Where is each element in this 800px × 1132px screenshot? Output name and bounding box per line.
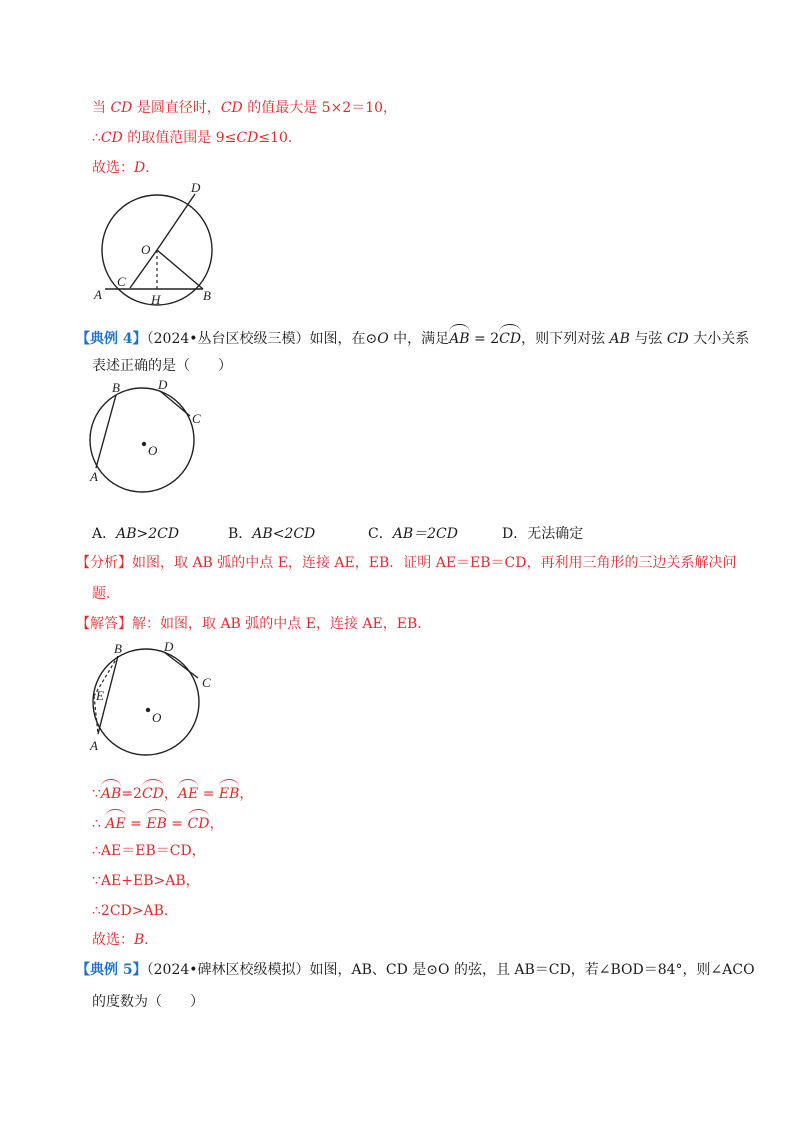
fig3-label-o: O (152, 710, 162, 725)
fig2-chord-cd (160, 391, 190, 416)
example-4-line-2: 表述正确的是（ ） (92, 358, 232, 374)
example-4-tag: 【典例 4】 (76, 331, 147, 347)
analysis-line-1: 【分析】如图，取 AB 弧的中点 E，连接 AE，EB．证明 AE＝EB＝CD，再利用三角形的三边关系解决问 (76, 555, 737, 571)
answer-tag: 【解答】 (76, 616, 132, 632)
analysis-line-2: 题. (92, 586, 111, 602)
fig3-label-b: B (114, 641, 122, 656)
fig1-label-o: O (141, 242, 151, 257)
intro-line-1: 当 CD 是圆直径时，CD 的值最大是 5×2＝10， (92, 100, 398, 116)
fig3-label-a: A (90, 738, 98, 753)
step-2: ∴ AE = EB = CD， (92, 811, 223, 834)
arc-cd: CD (499, 326, 521, 349)
step-5: ∴2CD>AB. (92, 903, 169, 919)
example-5-line-1: 【典例 5】（2024•碑林区校级模拟）如图，AB、CD 是⊙O 的弦，且 AB＝CD，若∠BOD＝84°，则∠ACO (76, 962, 755, 978)
fig3-chord-cd (164, 652, 198, 678)
example-5-line-2: 的度数为（ ） (92, 994, 204, 1010)
fig1-radius-od (157, 194, 195, 250)
fig3-label-d: D (164, 639, 174, 654)
fig2-label-c: C (192, 411, 201, 426)
step-6: 故选：B. (92, 932, 149, 948)
fig2-label-d: D (158, 378, 168, 392)
intro-line-2: ∴CD 的取值范围是 9≤CD≤10. (92, 130, 293, 146)
figure-1-circle-diagram (85, 178, 245, 308)
analysis-tag: 【分析】 (76, 555, 132, 571)
fig1-label-a: A (94, 287, 102, 302)
example-5-tag: 【典例 5】 (76, 962, 147, 978)
fig3-label-c: C (202, 675, 211, 690)
fig2-label-a: A (90, 469, 98, 484)
fig3-circle (93, 649, 199, 755)
fig3-label-e: E (96, 688, 104, 703)
fig2-label-b: B (112, 380, 120, 395)
figure-3-circle-diagram (82, 638, 217, 763)
fig2-center-dot (142, 442, 146, 446)
intro-line-3: 故选：D. (92, 160, 150, 176)
fig1-segment-ob (157, 250, 203, 289)
step-1: ∵AB=2CD，AE = EB， (92, 781, 253, 804)
figure-2-circle-diagram (82, 378, 212, 503)
option-a[interactable]: A．AB>2CD (92, 526, 180, 542)
fig3-center-dot (146, 708, 150, 712)
fig2-label-o: O (148, 443, 158, 458)
fig1-label-h: H (151, 292, 161, 307)
answer-line-1: 【解答】解：如图，取 AB 弧的中点 E，连接 AE，EB. (76, 616, 422, 632)
fig1-label-c: C (117, 274, 126, 289)
option-d[interactable]: D．无法确定 (502, 526, 584, 542)
fig2-circle (90, 388, 194, 492)
step-3: ∴AE＝EB＝CD， (92, 843, 206, 859)
arc-ab: AB (449, 326, 469, 349)
step-4: ∵AE+EB>AB， (92, 873, 200, 889)
fig1-label-b: B (203, 288, 211, 303)
fig1-label-d: D (191, 180, 201, 195)
fig2-chord-ab (96, 395, 116, 468)
option-b[interactable]: B．AB<2CD (228, 526, 316, 542)
example-4-line-1: 【典例 4】（2024•丛台区校级三模）如图，在⊙O 中，满足AB = 2CD，则下列对弦 AB 与弦 CD 大小关系 (76, 326, 749, 349)
option-c[interactable]: C．AB＝2CD (368, 526, 458, 542)
